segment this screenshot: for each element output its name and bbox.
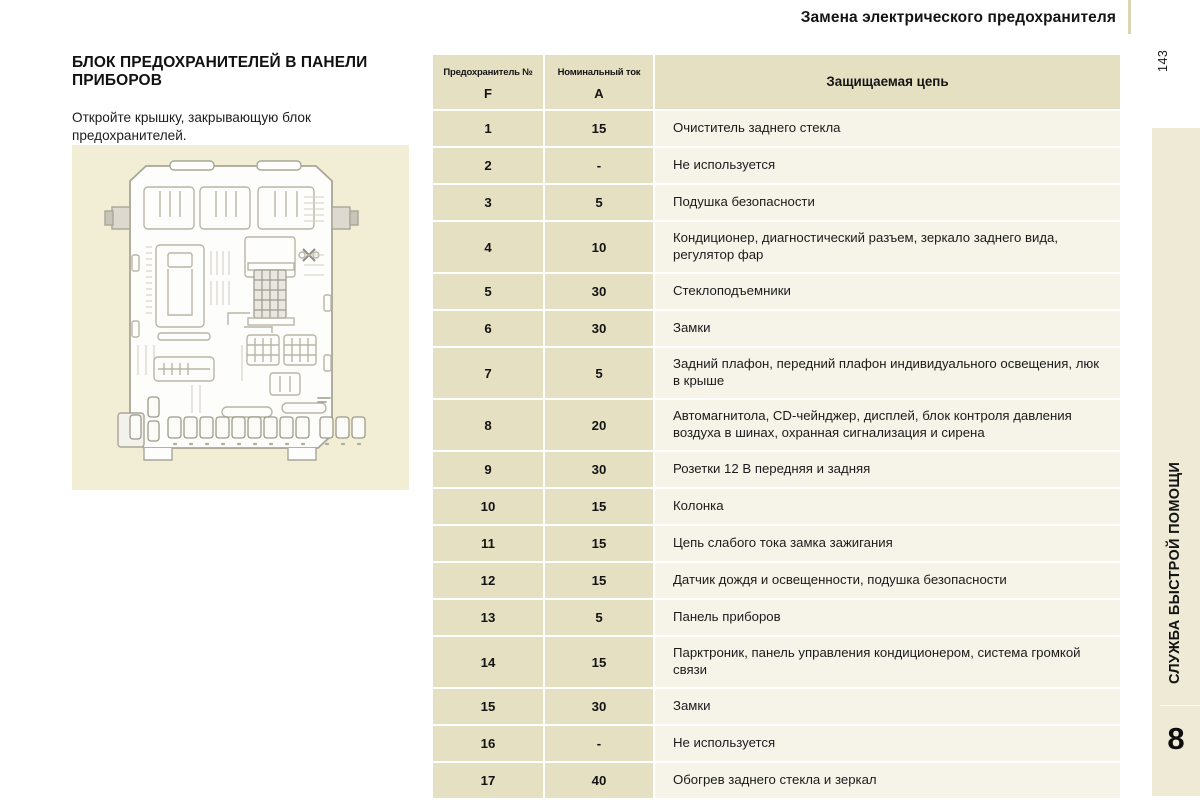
cell-fuse-number: 15 [433, 689, 543, 724]
intro-paragraph: Откройте крышку, закрывающую блок предохранителей. [72, 109, 311, 143]
column-header-rating-top: Номинальный ток [557, 67, 641, 79]
cell-fuse-number: 7 [433, 348, 543, 398]
cell-protected-circuit: Не используется [655, 148, 1120, 183]
table-row [433, 452, 1120, 487]
cell-fuse-rating: 5 [545, 348, 653, 398]
cell-fuse-rating: 5 [545, 600, 653, 635]
cell-fuse-number: 10 [433, 489, 543, 524]
column-header-circuit-label: Защищаемая цепь [826, 74, 949, 89]
chapter-tab-label: СЛУЖБА БЫСТРОЙ ПОМОЩИ [1167, 461, 1183, 684]
table-row [433, 637, 1120, 687]
table-row [433, 148, 1120, 183]
page-title: Замена электрического предохранителя [800, 9, 1116, 26]
page-header [0, 0, 1200, 34]
left-column [72, 54, 412, 145]
table-row [433, 489, 1120, 524]
table-row [433, 400, 1120, 450]
cell-protected-circuit: Панель приборов [655, 600, 1120, 635]
cell-fuse-number: 8 [433, 400, 543, 450]
fuse-box-diagram-icon [72, 145, 409, 490]
table-row [433, 311, 1120, 346]
table-row [433, 222, 1120, 272]
cell-protected-circuit: Замки [655, 689, 1120, 724]
cell-fuse-rating: - [545, 148, 653, 183]
cell-protected-circuit: Колонка [655, 489, 1120, 524]
cell-fuse-rating: 10 [545, 222, 653, 272]
cell-fuse-rating: 15 [545, 111, 653, 146]
cell-fuse-number: 3 [433, 185, 543, 220]
table-row [433, 600, 1120, 635]
cell-fuse-number: 13 [433, 600, 543, 635]
cell-fuse-rating: 30 [545, 274, 653, 309]
cell-fuse-number: 11 [433, 526, 543, 561]
cell-protected-circuit: Обогрев заднего стекла и зеркал [655, 763, 1120, 798]
cell-protected-circuit: Стеклоподъемники [655, 274, 1120, 309]
table-row [433, 763, 1120, 798]
table-row [433, 111, 1120, 146]
table-row [433, 348, 1120, 398]
cell-fuse-rating: 30 [545, 452, 653, 487]
cell-protected-circuit: Не используется [655, 726, 1120, 761]
cell-fuse-number: 14 [433, 637, 543, 687]
cell-protected-circuit: Подушка безопасности [655, 185, 1120, 220]
table-row [433, 563, 1120, 598]
cell-fuse-rating: 30 [545, 311, 653, 346]
column-header-fuse-number-symbol: F [484, 85, 492, 101]
cell-fuse-number: 6 [433, 311, 543, 346]
cell-fuse-number: 2 [433, 148, 543, 183]
column-header-rating [545, 55, 653, 109]
cell-protected-circuit: Очиститель заднего стекла [655, 111, 1120, 146]
chapter-tab [1152, 128, 1200, 796]
cell-fuse-number: 17 [433, 763, 543, 798]
cell-fuse-rating: 15 [545, 526, 653, 561]
cell-protected-circuit: Замки [655, 311, 1120, 346]
cell-fuse-number: 5 [433, 274, 543, 309]
table-row [433, 526, 1120, 561]
cell-fuse-number: 12 [433, 563, 543, 598]
cell-fuse-rating: 20 [545, 400, 653, 450]
table-row [433, 689, 1120, 724]
section-title: БЛОК ПРЕДОХРАНИТЕЛЕЙ В ПАНЕЛИ ПРИБОРОВ [72, 54, 368, 90]
table-row [433, 185, 1120, 220]
table-header [433, 55, 1120, 109]
cell-protected-circuit: Датчик дождя и освещенности, подушка безопасности [655, 563, 1120, 598]
page-number: 143 [1156, 49, 1170, 72]
column-header-rating-symbol: A [594, 85, 604, 101]
column-header-fuse-number [433, 55, 543, 109]
cell-protected-circuit: Парктроник, панель управления кондиционером, система громкой связи [655, 637, 1120, 687]
cell-protected-circuit: Задний плафон, передний плафон индивидуального освещения, люк в крыше [655, 348, 1120, 398]
cell-fuse-rating: - [545, 726, 653, 761]
chapter-number: 8 [1167, 721, 1185, 756]
cell-fuse-number: 4 [433, 222, 543, 272]
cell-fuse-rating: 15 [545, 563, 653, 598]
cell-fuse-number: 16 [433, 726, 543, 761]
header-vertical-rule [1128, 0, 1131, 34]
cell-fuse-number: 1 [433, 111, 543, 146]
cell-fuse-rating: 30 [545, 689, 653, 724]
fuse-box-figure [72, 145, 409, 490]
table-row [433, 726, 1120, 761]
fuse-table [431, 53, 1122, 800]
column-header-circuit [655, 55, 1120, 109]
column-header-fuse-number-top: Предохранитель № [443, 67, 533, 79]
cell-protected-circuit: Цепь слабого тока замка зажигания [655, 526, 1120, 561]
cell-protected-circuit: Автомагнитола, CD-чейнджер, дисплей, блок контроля давления воздуха в шинах, охранная сигнализация и сирена [655, 400, 1120, 450]
cell-fuse-rating: 40 [545, 763, 653, 798]
cell-fuse-number: 9 [433, 452, 543, 487]
table-header-row [433, 55, 1120, 109]
table-row [433, 274, 1120, 309]
cell-protected-circuit: Розетки 12 В передняя и задняя [655, 452, 1120, 487]
cell-fuse-rating: 15 [545, 489, 653, 524]
table-body [433, 111, 1120, 798]
chapter-tab-divider [1160, 705, 1200, 706]
cell-fuse-rating: 15 [545, 637, 653, 687]
cell-protected-circuit: Кондиционер, диагностический разъем, зеркало заднего вида, регулятор фар [655, 222, 1120, 272]
cell-fuse-rating: 5 [545, 185, 653, 220]
